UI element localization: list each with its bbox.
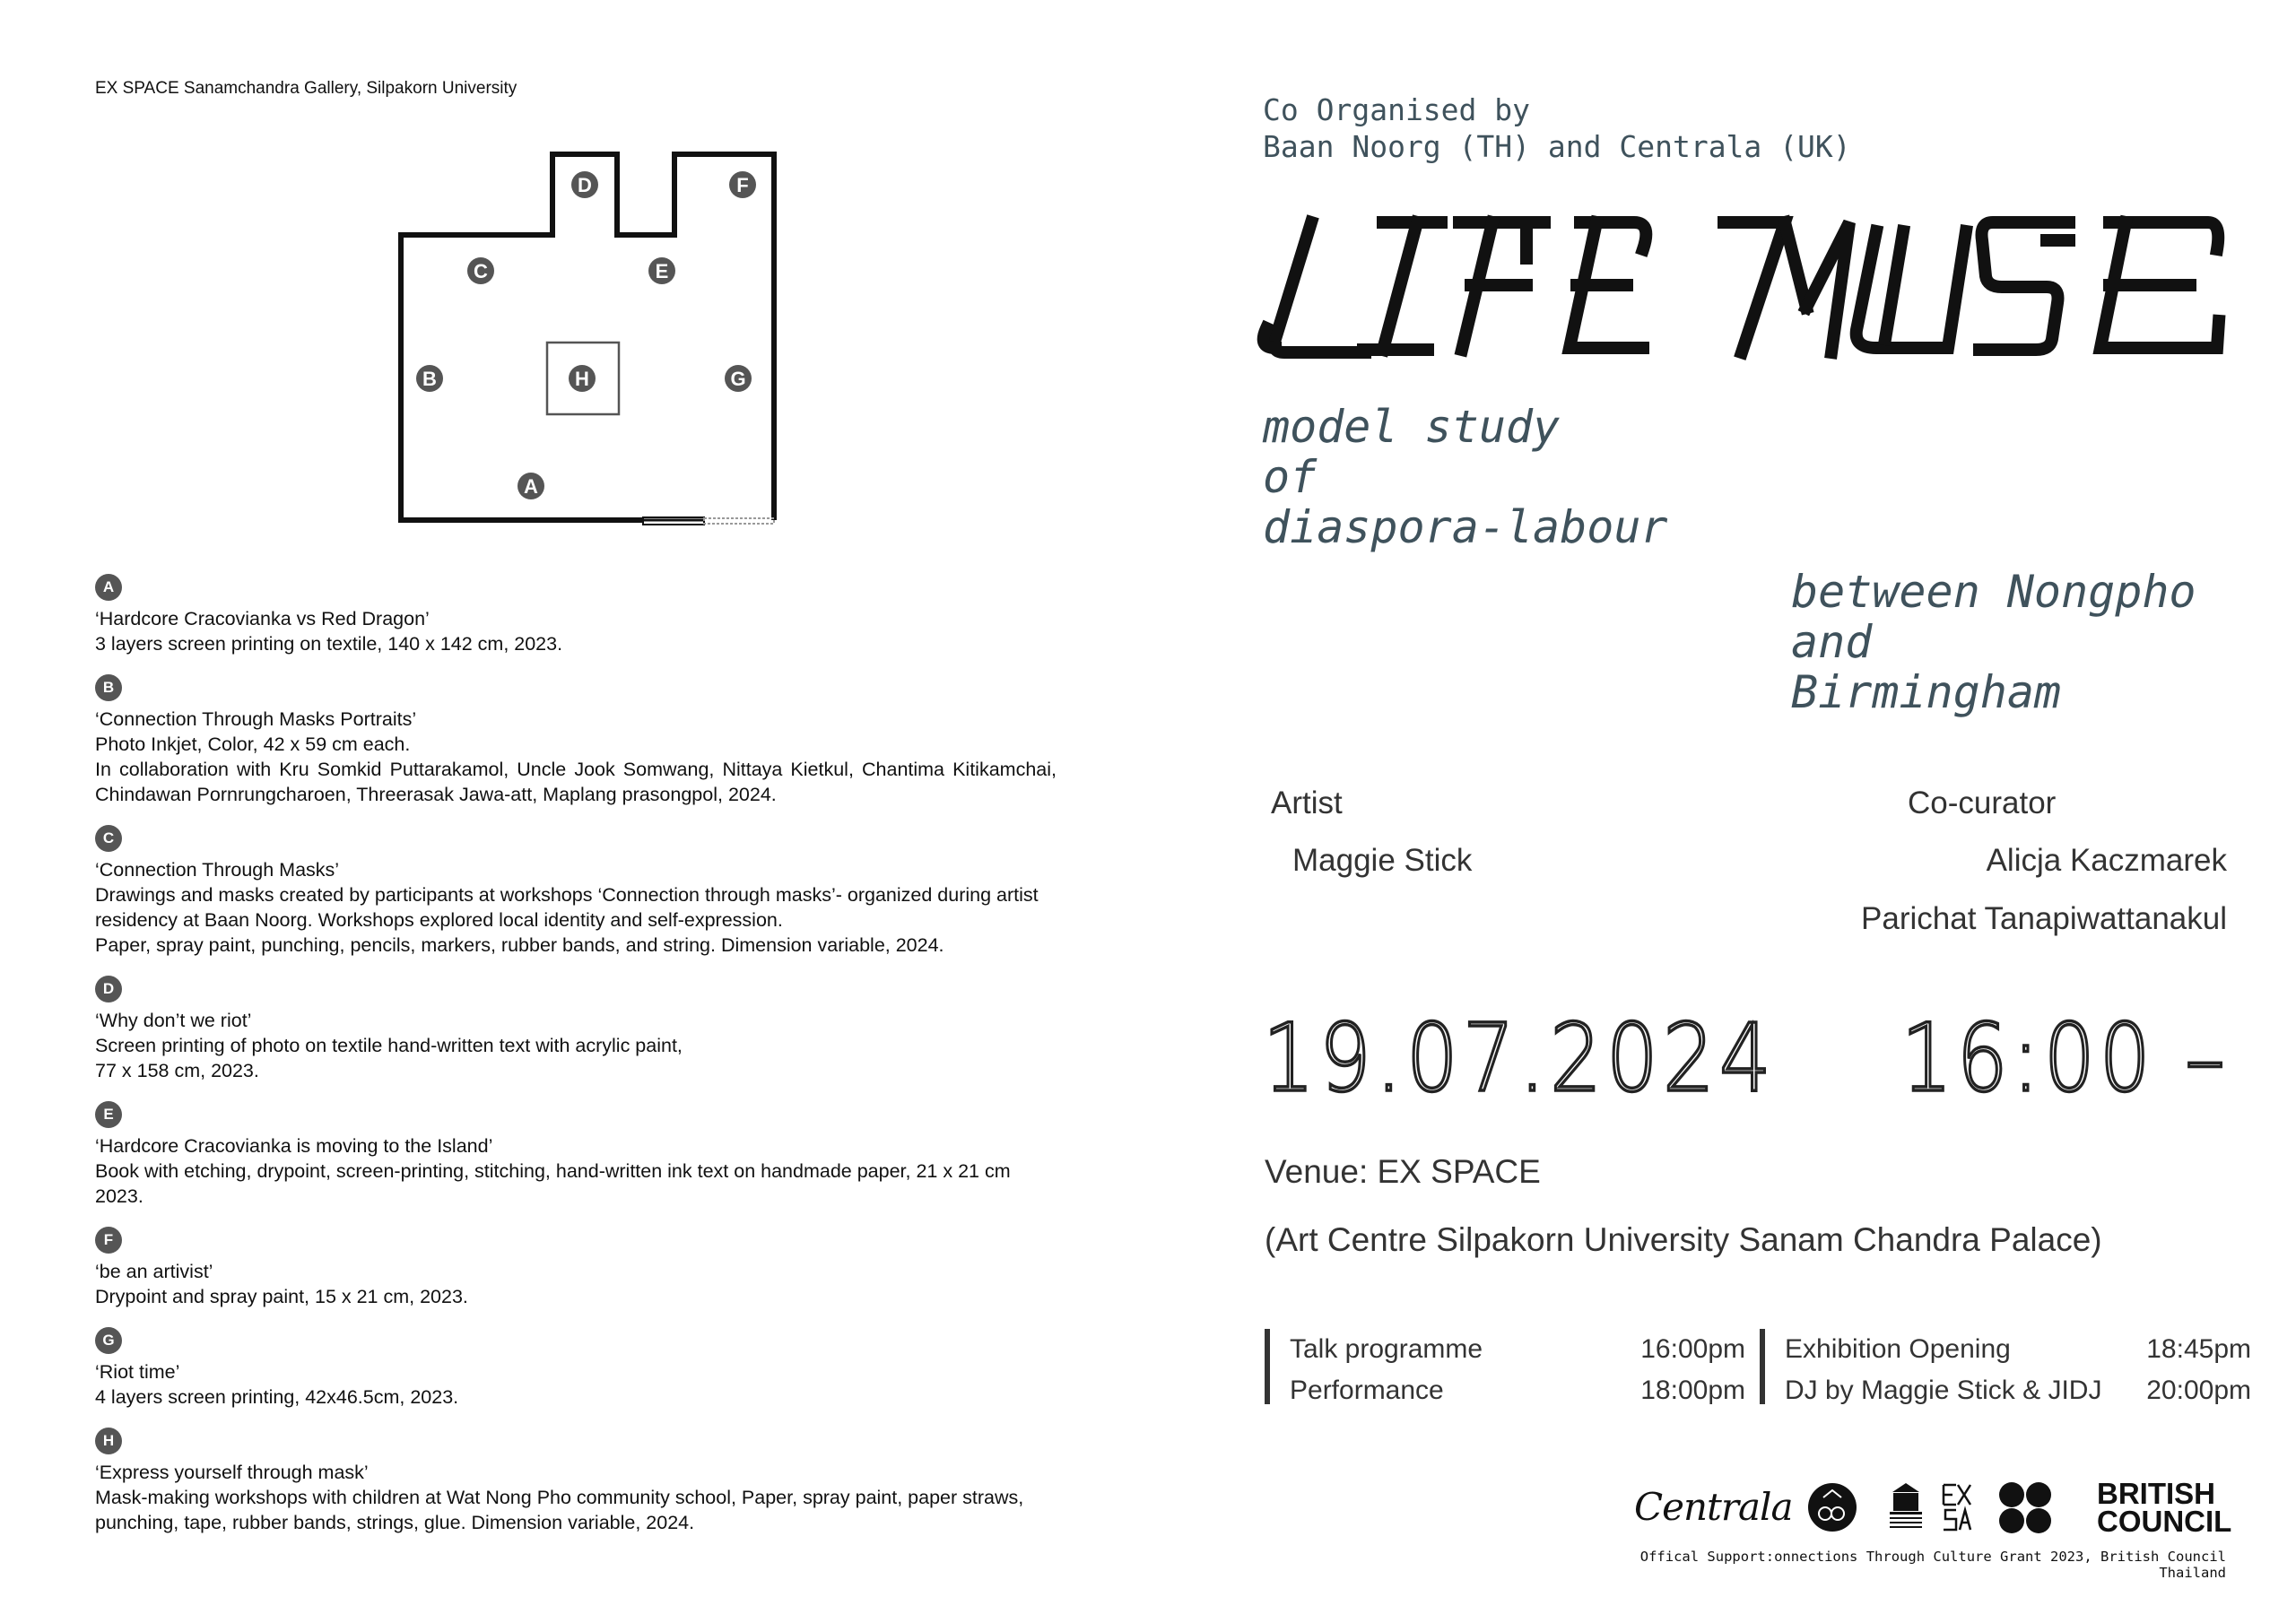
artwork-badge: H bbox=[95, 1428, 122, 1454]
co-organised-line-1: Co Organised by bbox=[1263, 92, 1531, 127]
schedule-event: Performance bbox=[1290, 1376, 1444, 1405]
gallery-name: EX SPACE Sanamchandra Gallery, Silpakorn University bbox=[95, 79, 517, 98]
british-council-line-2: COUNCIL bbox=[2097, 1505, 2232, 1538]
svg-text:A: A bbox=[524, 475, 538, 498]
subtitle-line: between Nongpho bbox=[1791, 566, 2196, 618]
svg-text:G: G bbox=[730, 368, 746, 390]
artwork-badge: G bbox=[95, 1327, 122, 1354]
artwork-G bbox=[95, 1327, 1057, 1410]
subtitle-line: diaspora-labour bbox=[1263, 501, 1668, 553]
subtitle-line: and bbox=[1791, 616, 1873, 668]
venue-line: Venue: EX SPACE bbox=[1265, 1153, 1541, 1190]
artwork-badge: C bbox=[95, 825, 122, 852]
title-logo bbox=[1257, 213, 2228, 359]
british-council-logo bbox=[2097, 1477, 2232, 1538]
british-council-dots bbox=[1999, 1482, 2051, 1533]
artwork-title: ‘Connection Through Masks Portraits’ bbox=[95, 708, 417, 730]
baan-noorg-logo bbox=[1808, 1483, 1857, 1532]
british-council-line-1: BRITISH bbox=[2097, 1477, 2215, 1510]
svg-text:H: H bbox=[575, 368, 589, 390]
artwork-badge: D bbox=[95, 976, 122, 1002]
marker-B bbox=[416, 365, 443, 392]
svg-text:D: D bbox=[578, 174, 592, 196]
partner-logos bbox=[1807, 1480, 2067, 1535]
svg-text:B: B bbox=[422, 368, 437, 390]
marker-C bbox=[467, 257, 494, 284]
co-organised bbox=[1263, 91, 1851, 165]
schedule-time: 16:00pm bbox=[1640, 1334, 1745, 1364]
artwork-badge: A bbox=[95, 574, 122, 601]
floor-plan-window bbox=[704, 518, 774, 524]
marker-D bbox=[571, 171, 598, 198]
cocurator-heading: Co-curator bbox=[1908, 785, 2057, 820]
schedule-event: Talk programme bbox=[1290, 1334, 1483, 1364]
artwork-title: ‘Express yourself through mask’ bbox=[95, 1462, 369, 1483]
artwork-title: ‘Hardcore Cracovianka vs Red Dragon’ bbox=[95, 608, 430, 629]
marker-A bbox=[517, 473, 544, 499]
artwork-detail: Screen printing of photo on textile hand-written text with acrylic paint, bbox=[95, 1035, 683, 1056]
svg-text:C: C bbox=[474, 260, 488, 282]
marker-E bbox=[648, 257, 675, 284]
event-date bbox=[1263, 1003, 1778, 1113]
ex-space-logo bbox=[1944, 1485, 1970, 1530]
artwork-list bbox=[95, 574, 1057, 1553]
schedule-event: DJ by Maggie Stick & JIDJ bbox=[1785, 1376, 2102, 1405]
marker-G bbox=[725, 365, 752, 392]
schedule-left bbox=[1265, 1329, 1745, 1404]
subtitle-line: model study bbox=[1263, 401, 1561, 453]
artwork-detail: Drypoint and spray paint, 15 x 21 cm, 2023. bbox=[95, 1286, 468, 1307]
schedule-right bbox=[1760, 1329, 2251, 1404]
floor-plan bbox=[377, 143, 789, 534]
artwork-detail: In collaboration with Kru Somkid Puttarakamol, Uncle Jook Somwang, Nittaya Kietkul, Chantima Kitikamchai, Chindawan Pornrungcharoen, Threerasak Jawa-att, Maplang prasongpol, 2024. bbox=[95, 759, 1057, 805]
event-time-text: 16:00 – bbox=[1901, 1003, 2230, 1113]
artwork-title: ‘Connection Through Masks’ bbox=[95, 859, 340, 881]
event-date-text: 19.07.2024 bbox=[1263, 1003, 1776, 1113]
subtitle-block-1 bbox=[1263, 402, 1668, 552]
centrala-logo: Centrala bbox=[1634, 1485, 1793, 1529]
artwork-detail: 4 layers screen printing, 42x46.5cm, 2023. bbox=[95, 1386, 459, 1408]
artwork-badge: E bbox=[95, 1101, 122, 1128]
subtitle-line: Birmingham bbox=[1791, 666, 2062, 718]
schedule-time: 18:00pm bbox=[1640, 1376, 1745, 1405]
artwork-detail: Mask-making workshops with children at Wat Nong Pho community school, Paper, spray paint, paper straws, punching, tape, rubber bands, strings, glue. Dimension variable, 2024. bbox=[95, 1487, 1024, 1533]
schedule-row bbox=[1290, 1370, 1745, 1411]
artwork-title: ‘be an artivist’ bbox=[95, 1261, 213, 1282]
artwork-B bbox=[95, 674, 1057, 807]
artwork-detail: 77 x 158 cm, 2023. bbox=[95, 1060, 259, 1081]
schedule-row bbox=[1785, 1329, 2251, 1370]
artwork-detail: Book with etching, drypoint, screen-printing, stitching, hand-written ink text on handmade paper, 21 x 21 cm 2023. bbox=[95, 1160, 1011, 1207]
artwork-title: ‘Why don’t we riot’ bbox=[95, 1010, 252, 1031]
artwork-title: ‘Hardcore Cracovianka is moving to the Island’ bbox=[95, 1135, 493, 1157]
schedule-event: Exhibition Opening bbox=[1785, 1334, 2011, 1364]
artist-name: Maggie Stick bbox=[1292, 843, 1473, 878]
artwork-badge: F bbox=[95, 1227, 122, 1254]
artwork-detail: Drawings and masks created by participants at workshops ‘Connection through masks’- organized during artist residency at Baan Noorg. Workshops explored local identity and self-expression. bbox=[95, 884, 1039, 931]
artwork-detail: Photo Inkjet, Color, 42 x 59 cm each. bbox=[95, 733, 411, 755]
svg-text:E: E bbox=[655, 260, 669, 282]
artwork-E bbox=[95, 1101, 1057, 1209]
artwork-A bbox=[95, 574, 1057, 656]
event-time bbox=[1901, 1003, 2231, 1113]
schedule-time: 18:45pm bbox=[2146, 1334, 2251, 1364]
subtitle-block-2 bbox=[1791, 567, 2196, 717]
subtitle-line: of bbox=[1263, 451, 1318, 503]
floor-plan-walls bbox=[401, 154, 774, 520]
cocurator-name: Parichat Tanapiwattanakul bbox=[1861, 901, 2227, 936]
svg-text:F: F bbox=[736, 174, 749, 196]
venue-full: (Art Centre Silpakorn University Sanam Chandra Palace) bbox=[1265, 1221, 2102, 1258]
support-text: Offical Support:onnections Through Culture Grant 2023, British Council Thailand bbox=[1639, 1549, 2226, 1581]
schedule-row bbox=[1290, 1329, 1745, 1370]
schedule-time: 20:00pm bbox=[2146, 1376, 2251, 1405]
co-organised-line-2: Baan Noorg (TH) and Centrala (UK) bbox=[1263, 129, 1851, 164]
cocurator-name: Alicja Kaczmarek bbox=[1986, 843, 2227, 878]
artwork-detail: Paper, spray paint, punching, pencils, markers, rubber bands, and string. Dimension variable, 2024. bbox=[95, 934, 944, 956]
artwork-C bbox=[95, 825, 1057, 958]
artwork-badge: B bbox=[95, 674, 122, 701]
marker-F bbox=[729, 171, 756, 198]
artwork-F bbox=[95, 1227, 1057, 1309]
artwork-H bbox=[95, 1428, 1057, 1535]
artwork-D bbox=[95, 976, 1057, 1083]
artwork-detail: 3 layers screen printing on textile, 140 x 142 cm, 2023. bbox=[95, 633, 563, 655]
schedule-row bbox=[1785, 1370, 2251, 1411]
artist-heading: Artist bbox=[1271, 785, 1343, 820]
marker-H bbox=[569, 365, 596, 392]
artwork-title: ‘Riot time’ bbox=[95, 1361, 180, 1383]
art-centre-silpakorn-logo bbox=[1890, 1483, 1922, 1528]
